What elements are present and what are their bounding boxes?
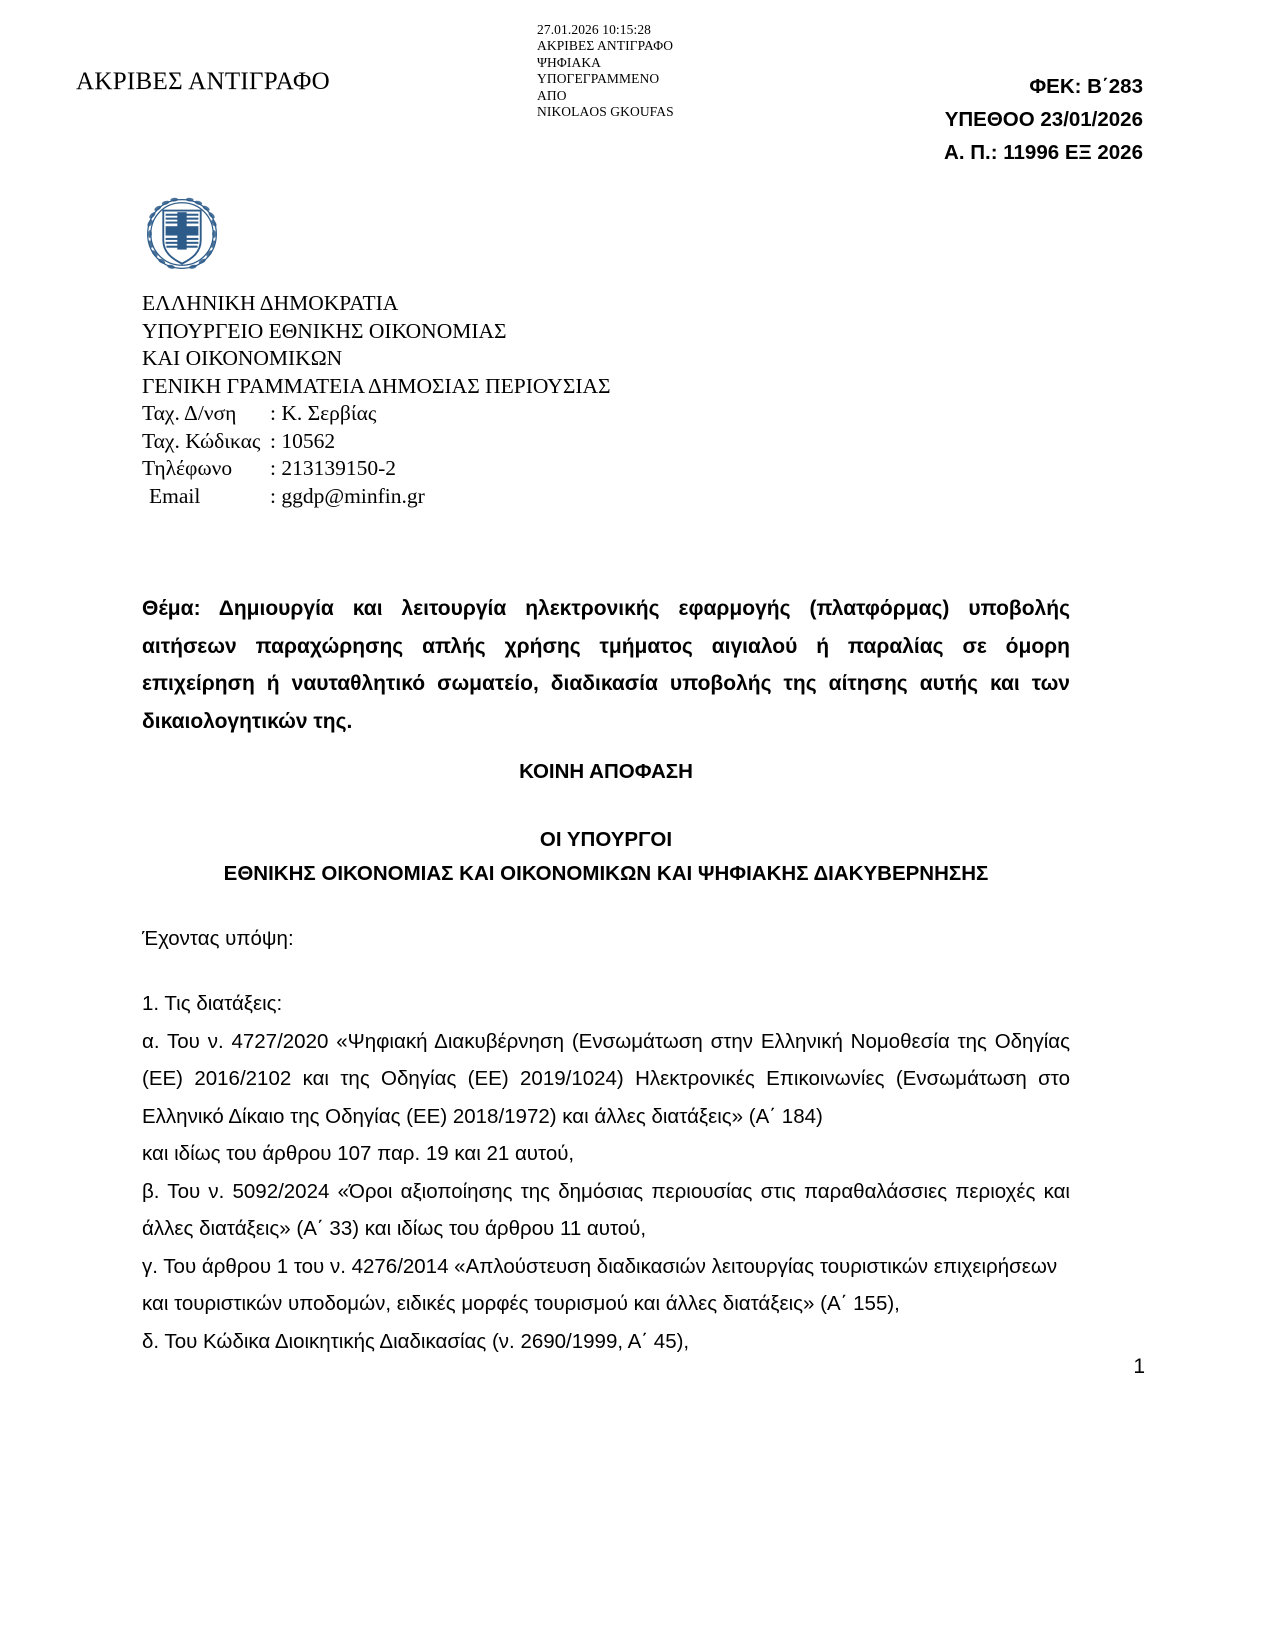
issuing-authority-block xyxy=(142,290,611,510)
gazette-reference-block xyxy=(944,70,1143,169)
authority-line-ministry-2: ΚΑΙ ΟΙΚΟΝΟΜΙΚΩΝ xyxy=(142,346,343,370)
subject-paragraph xyxy=(142,590,1070,740)
provision-item-c: γ. Του άρθρου 1 του ν. 4276/2014 «Απλούστευση διαδικασιών λειτουργίας τουριστικών επιχειρήσεων και τουριστικών υποδομών, ειδικές μορφές τουρισμού και άλλες διατάξεις» (Α΄ 155), xyxy=(142,1254,1058,1315)
contact-row-email xyxy=(142,483,611,511)
signature-line-3: ΥΠΟΓΕΓΡΑΜΜΕΝΟ xyxy=(537,71,660,87)
provision-item-d: δ. Του Κώδικα Διοικητικής Διαδικασίας (ν. 2690/1999, Α΄ 45), xyxy=(142,1329,690,1353)
signature-line-2: ΨΗΦΙΑΚΑ xyxy=(537,54,602,70)
contact-label-email: Email xyxy=(149,483,201,508)
ministers-heading: ΟΙ ΥΠΟΥΡΓΟΙ xyxy=(539,828,673,851)
contact-label-phone: Τηλέφωνο xyxy=(142,456,233,480)
authority-line-secretariat: ΓΕΝΙΚΗ ΓΡΑΜΜΑΤΕΙΑ ΔΗΜΟΣΙΑΣ ΠΕΡΙΟΥΣΙΑΣ xyxy=(142,373,611,398)
preamble-text: Έχοντας υπόψη: xyxy=(142,927,294,950)
provisions-list xyxy=(142,985,1070,1360)
contact-row-phone xyxy=(142,455,611,483)
provision-item-a: α. Του ν. 4727/2020 «Ψηφιακή Διακυβέρνηση (Ενσωμάτωση στην Ελληνική Νομοθεσία της Οδηγίας (ΕΕ) 2016/2102 και της Οδηγίας (ΕΕ) 2019/1024) Ηλεκτρονικές Επικοινωνίες (Ενσωμάτωση στο Ελληνικό Δίκαιο της Οδηγίας (ΕΕ) 2018/1972) και άλλες διατάξεις» (Α΄ 184) xyxy=(142,1029,1070,1128)
fek-number: ΦΕΚ: Β΄283 xyxy=(1029,75,1143,98)
digital-signature-stamp xyxy=(537,22,674,120)
provisions-intro: 1. Τις διατάξεις: xyxy=(142,992,283,1015)
subject-label: Θέμα: xyxy=(142,597,201,620)
subject-text: Δημιουργία και λειτουργία ηλεκτρονικής εφαρμογής (πλατφόρμας) υποβολής αιτήσεων παραχώρησης απλής χρήσης τμήματος αιγιαλού ή παραλίας σε όμορη επιχείρηση ή ναυταθλητικό σωματείο, διαδικασία υποβολής της αίτησης αυτής και των δικαιολογητικών της. xyxy=(142,597,1070,733)
contact-row-postal-code xyxy=(142,428,611,456)
signature-signer-name: NIKOLAOS GKOUFAS xyxy=(537,104,674,120)
authority-line-ministry-1: ΥΠΟΥΡΓΕΙΟ ΕΘΝΙΚΗΣ ΟΙΚΟΝΟΜΙΑΣ xyxy=(142,318,507,343)
contact-value-phone: : 213139150-2 xyxy=(270,456,397,480)
contact-value-email: : ggdp@minfin.gr xyxy=(270,483,425,508)
document-header xyxy=(0,0,1275,175)
contact-value-address: : Κ. Σερβίας xyxy=(270,401,377,425)
certified-copy-label: ΑΚΡΙΒΕΣ ΑΝΤΙΓΡΑΦΟ xyxy=(76,68,330,95)
ministers-portfolios: ΕΘΝΙΚΗΣ ΟΙΚΟΝΟΜΙΑΣ ΚΑΙ ΟΙΚΟΝΟΜΙΚΩΝ ΚΑΙ ΨΗΦΙΑΚΗΣ ΔΙΑΚΥΒΕΡΝΗΣΗΣ xyxy=(223,862,989,885)
page-number: 1 xyxy=(1133,1355,1145,1378)
contact-value-postal-code: : 10562 xyxy=(270,428,336,453)
signature-line-4: ΑΠΟ xyxy=(537,87,567,103)
authority-line-republic: ΕΛΛΗΝΙΚΗ ΔΗΜΟΚΡΑΤΙΑ xyxy=(142,291,399,315)
contact-label-address: Ταχ. Δ/νση xyxy=(142,401,237,425)
ypethoo-date: ΥΠΕΘΟΟ 23/01/2026 xyxy=(944,108,1143,131)
preamble-line xyxy=(142,920,1070,958)
signature-timestamp: 27.01.2026 10:15:28 xyxy=(537,22,652,37)
coat-of-arms-icon xyxy=(143,195,221,273)
protocol-number: Α. Π.: 11996 ΕΞ 2026 xyxy=(944,141,1143,164)
decision-heading: ΚΟΙΝΗ ΑΠΟΦΑΣΗ xyxy=(519,760,693,783)
signature-line-1: ΑΚΡΙΒΕΣ ΑΝΤΙΓΡΑΦΟ xyxy=(537,38,674,54)
contact-row-address xyxy=(142,400,611,428)
contact-label-postal-code: Ταχ. Κώδικας xyxy=(142,428,261,453)
provision-item-b: β. Του ν. 5092/2024 «Όροι αξιοποίησης της δημόσιας περιουσίας στις παραθαλάσσιες περιοχές και άλλες διατάξεις» (Α΄ 33) και ιδίως του άρθρου 11 αυτού, xyxy=(142,1179,1070,1240)
provision-item-a-continuation: και ιδίως του άρθρου 107 παρ. 19 και 21 αυτού, xyxy=(142,1142,575,1165)
